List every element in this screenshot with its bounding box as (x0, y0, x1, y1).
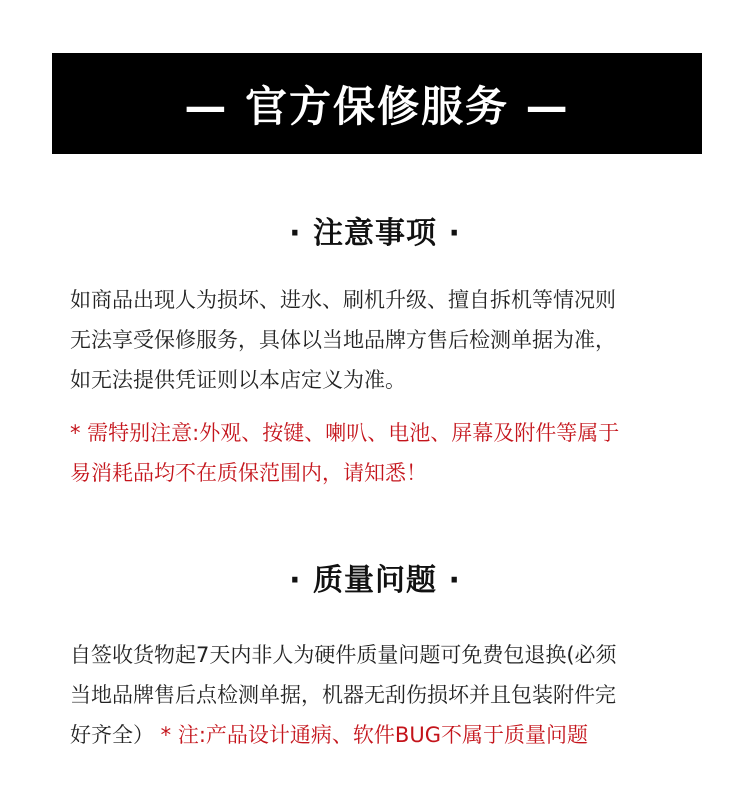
notice-paragraph (70, 280, 682, 400)
header-banner (52, 53, 702, 154)
section-title-notice: · 注意事项 · (289, 216, 461, 251)
quality-paragraph (70, 635, 682, 755)
quality-paragraph-text: 好齐全） (70, 723, 154, 747)
special-notice-line: * 需特别注意:外观、按键、喇叭、电池、屏幕及附件等属于 (70, 421, 620, 445)
quality-paragraph-last-line (70, 715, 682, 755)
notice-paragraph-line: 如无法提供凭证则以本店定义为准。 (70, 368, 406, 392)
banner-title: — 官方保修服务 — (184, 81, 570, 131)
notice-paragraph-line: 如商品出现人为损坏、进水、刷机升级、擅自拆机等情况则 (70, 288, 616, 312)
quality-paragraph-line: 当地品牌售后点检测单据，机器无刮伤损坏并且包装附件完 (70, 683, 616, 707)
section-title-quality: · 质量问题 · (289, 563, 461, 598)
notice-paragraph-line: 无法享受保修服务，具体以当地品牌方售后检测单据为准， (70, 328, 616, 352)
quality-paragraph-line: 自签收货物起7天内非人为硬件质量问题可免费包退换(必须 (70, 643, 617, 667)
special-notice-line: 易消耗品均不在质保范围内，请知悉！ (70, 461, 427, 485)
special-notice (70, 413, 682, 493)
quality-notice: * 注:产品设计通病、软件BUG不属于质量问题 (154, 723, 588, 747)
